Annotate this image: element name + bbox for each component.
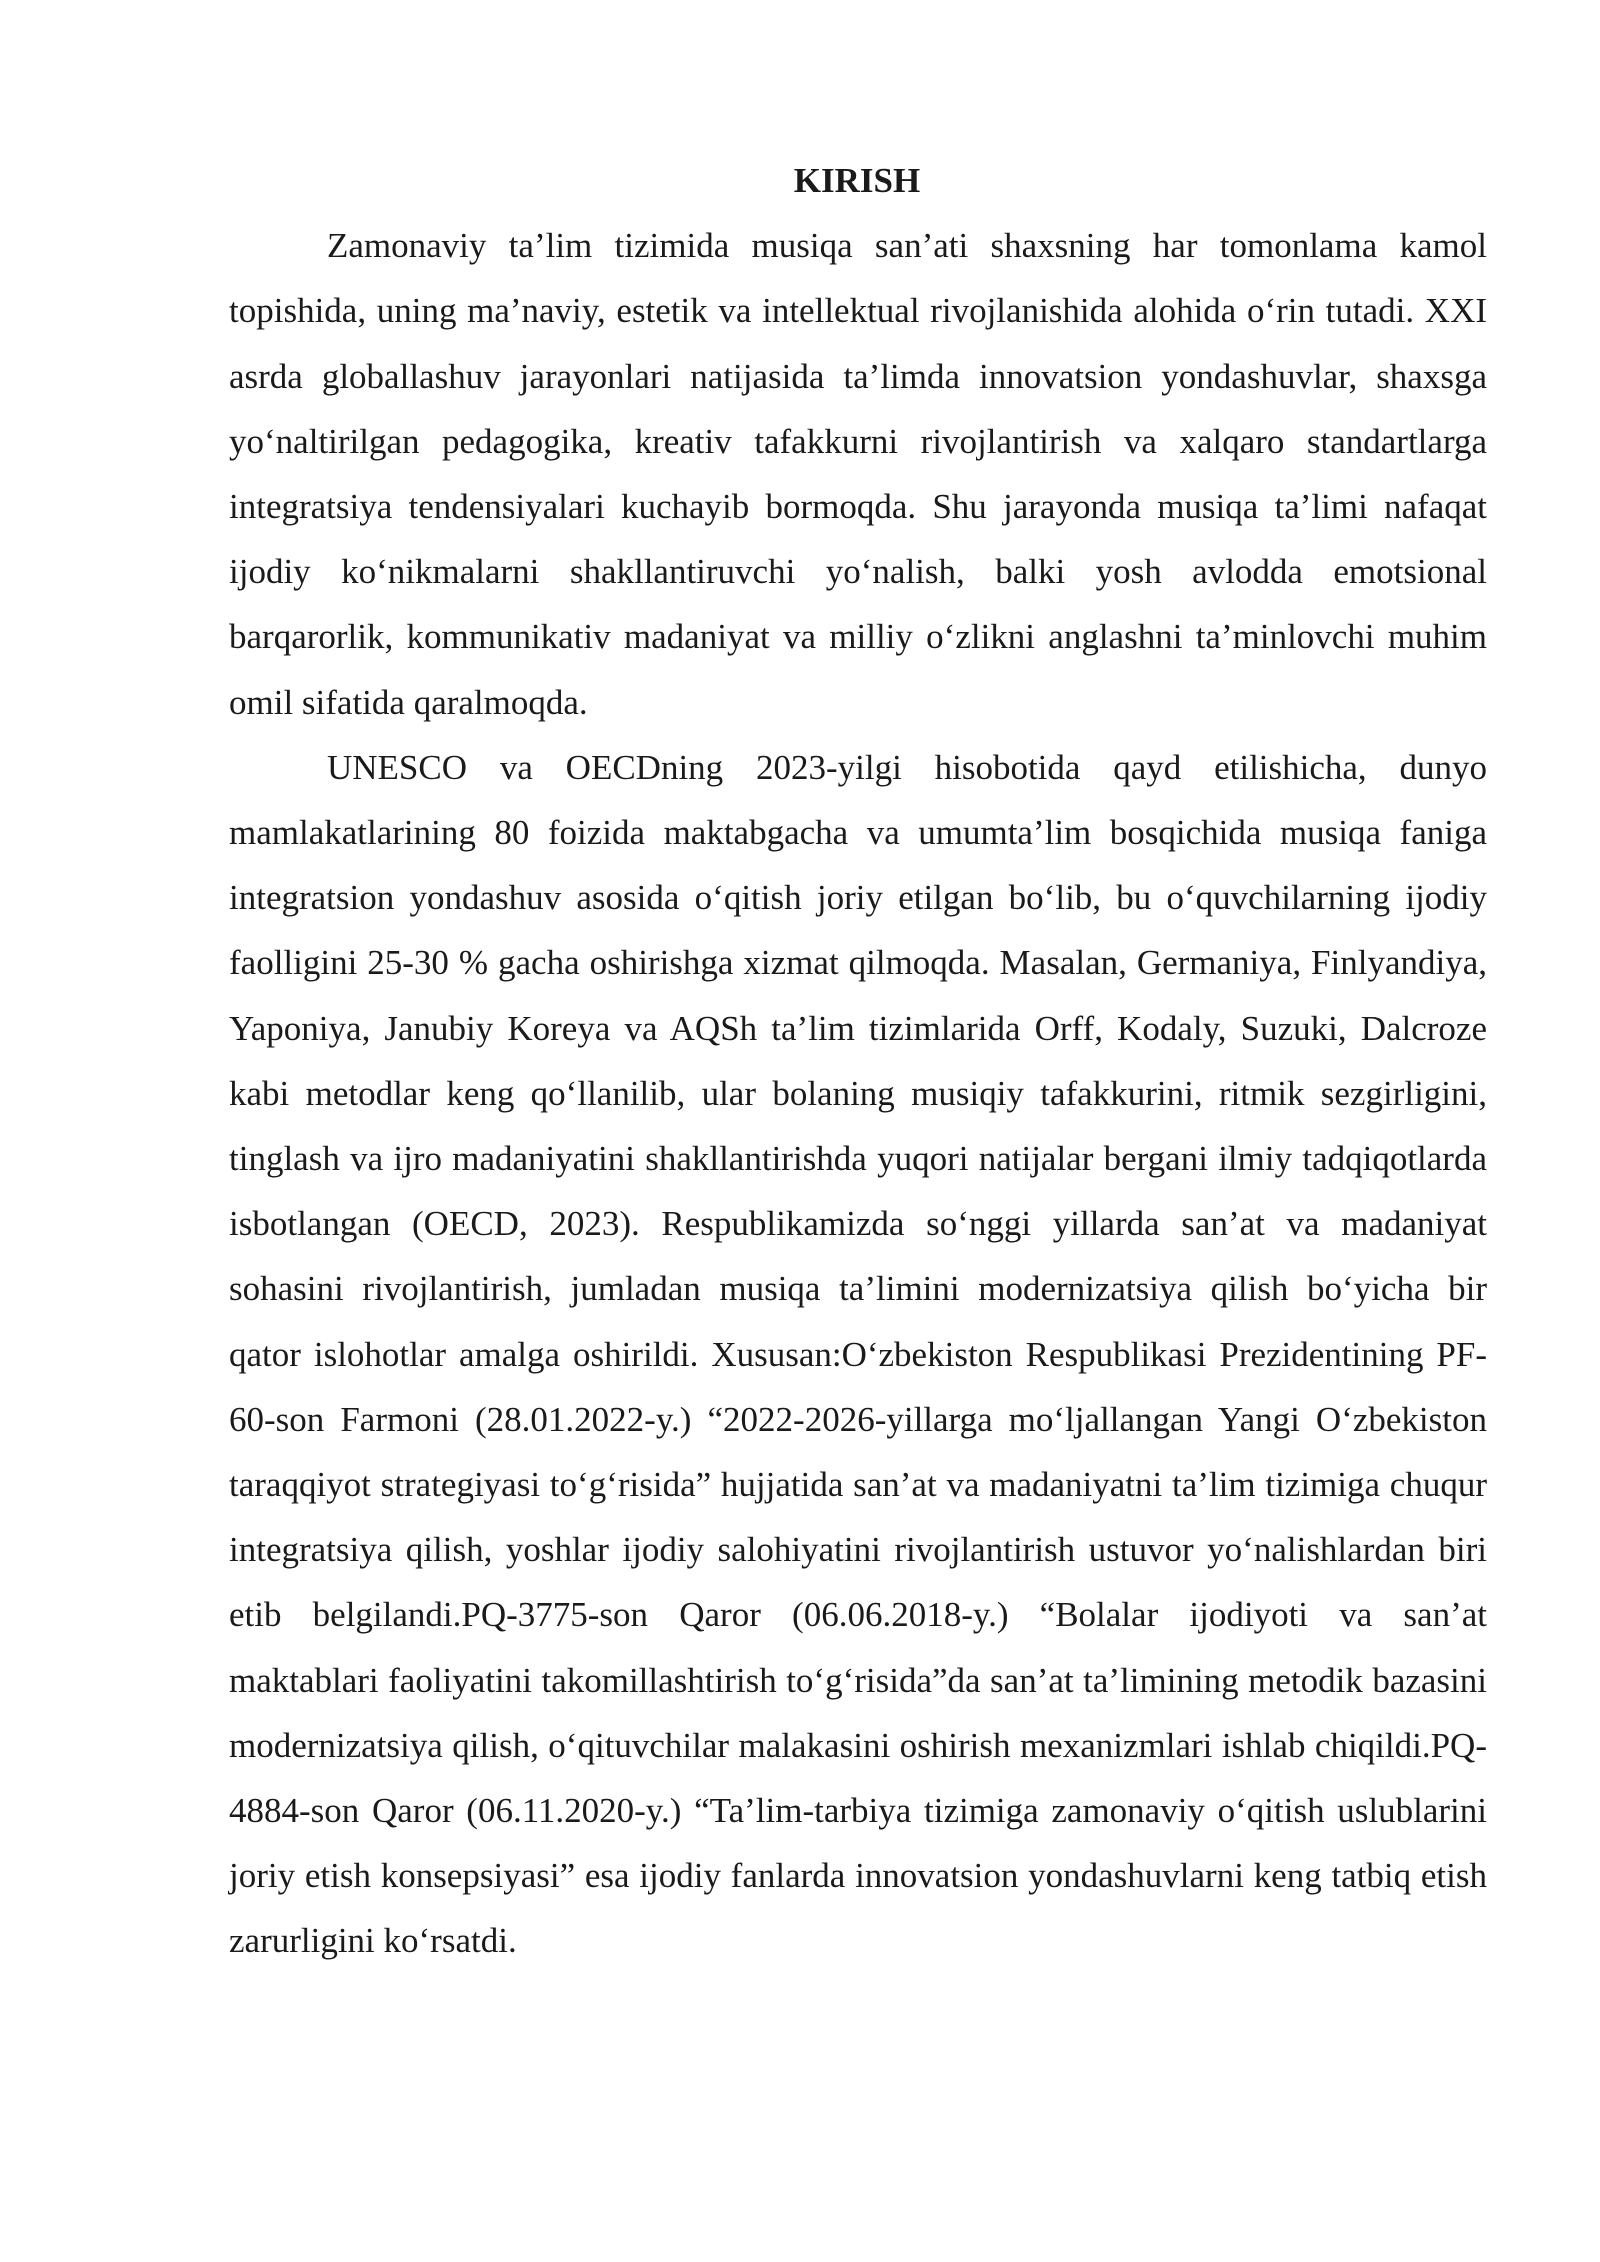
- paragraph-introduction: Zamonaviy ta’lim tizimida musiqa san’ati shaxsning har tomonlama kamol topishida, uning ma’naviy, estetik va intellektual rivojlanishida alohida o‘rin tutadi. XXI asrda globallashuv jarayonlari natijasida ta’limda innovatsion yondashuvlar, shaxsga yo‘naltirilgan pedagogika, kreativ tafakkurni rivojlantirish va xalqaro standartlarga integratsiya tendensiyalari kuchayib bormoqda. Shu jarayonda musiqa ta’limi nafaqat ijodiy ko‘nikmalarni shakllantiruvchi yo‘nalish, balki yosh avlodda emotsional barqarorlik, kommunikativ madaniyat va milliy o‘zlikni anglashni ta’minlovchi muhim omil sifatida qaralmoqda.: [229, 226, 1487, 722]
- paragraph-international-context: UNESCO va OECDning 2023-yilgi hisobotida qayd etilishicha, dunyo mamlakatlarining 80 foizida maktabgacha va umumta’lim bosqichida musiqa faniga integratsion yondashuv asosida o‘qitish joriy etilgan bo‘lib, bu o‘quvchilarning ijodiy faolligini 25-30 % gacha oshirishga xizmat qilmoqda. Masalan, Germaniya, Finlyandiya, Yaponiya, Janubiy Koreya va AQSh ta’lim tizimlarida Orff, Kodaly, Suzuki, Dalcroze kabi metodlar keng qo‘llanilib, ular bolaning musiqiy tafakkurini, ritmik sezgirligini, tinglash va ijro madaniyatini shakllantirishda yuqori natijalar bergani ilmiy tadqiqotlarda isbotlangan (OECD, 2023). Respublikamizda so‘nggi yillarda san’at va madaniyat sohasini rivojlantirish, jumladan musiqa ta’limini modernizatsiya qilish bo‘yicha bir qator islohotlar amalga oshirildi. Xususan:O‘zbekiston Respublikasi Prezidentining PF-60-son Farmoni (28.01.2022-y.) “2022-2026-yillarga mo‘ljallangan Yangi O‘zbekiston taraqqiyot strategiyasi to‘g‘risida” hujjatida san’at va madaniyatni ta’lim tizimiga chuqur integratsiya qilish, yoshlar ijodiy salohiyatini rivojlantirish ustuvor yo‘nalishlardan biri etib belgilandi.PQ-3775-son Qaror (06.06.2018-y.) “Bolalar ijodiyoti va san’at maktablari faoliyatini takomillashtirish to‘g‘risida”da san’at ta’limining metodik bazasini modernizatsiya qilish, o‘qituvchilar malakasini oshirish mexanizmlari ishlab chiqildi.PQ-4884-son Qaror (06.11.2020-y.) “Ta’lim-tarbiya tizimiga zamonaviy o‘qitish uslublarini joriy etish konsepsiyasi” esa ijodiy fanlarda innovatsion yondashuvlarni keng tatbiq etish zarurligini ko‘rsatdi.: [229, 747, 1487, 1961]
- section-title: KIRISH: [793, 161, 921, 200]
- document-page: [229, 148, 1487, 1974]
